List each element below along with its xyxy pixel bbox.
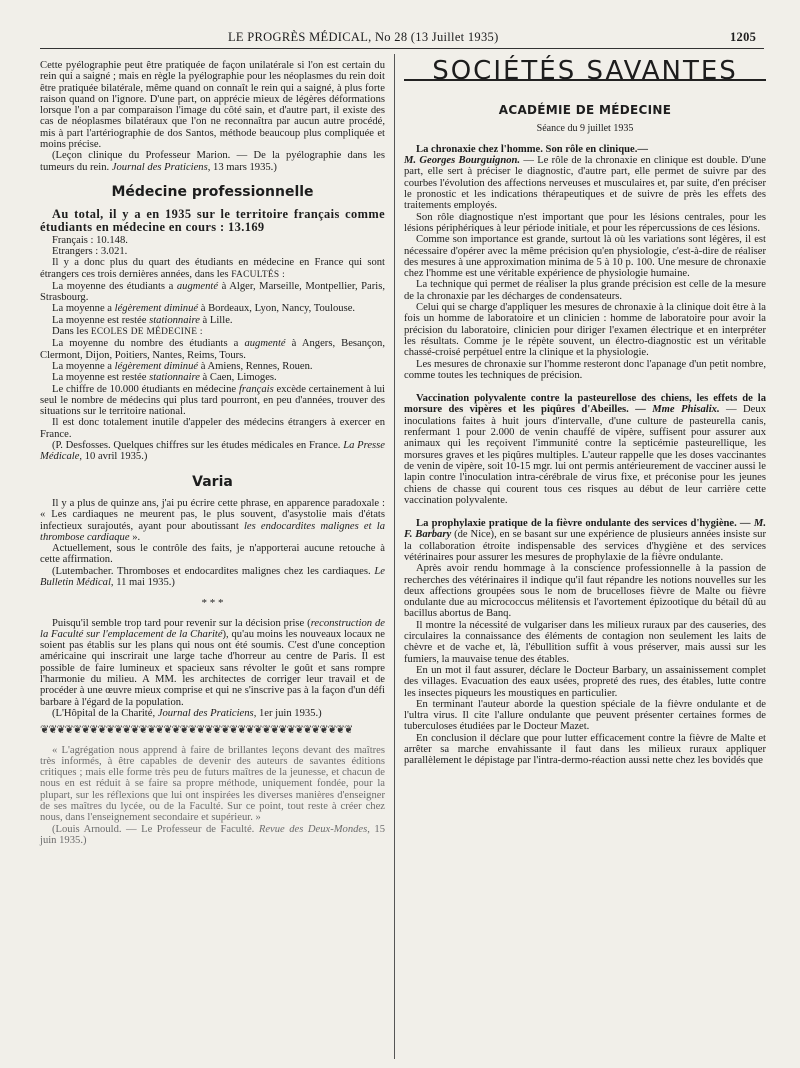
paragraph: Dans les ECOLES DE MÉDECINE : bbox=[52, 326, 203, 338]
paragraph: Actuellement, sous le contrôle des faits, je n'apporterai aucune retouche à cette affirmation. bbox=[40, 543, 385, 566]
section-title-varia: Varia bbox=[192, 473, 233, 490]
paragraph: La moyenne a légèrement diminué à Amiens, Rennes, Rouen. bbox=[52, 360, 313, 372]
article-chronaxie: La chronaxie chez l'homme. Son rôle en clinique.— M. Georges Bourguignon. — Le rôle de la chronaxie en clinique est double. D'une part, elle sert à préciser le diagnostic, d'autre part, elle permet de suivre par des courbes l'évolution des affections nerveuses et musculaires et, par suite, d'en préciser le pronostic et les indications thérapeutiques et de suivre de près les effets des traitements employés. bbox=[404, 143, 766, 212]
stat-francais: Français : 10.148. bbox=[52, 234, 128, 246]
paragraph: La technique qui permet de réaliser la plus grande précision est celle de la mesure de la chronaxie par les décharges de condensateurs. bbox=[404, 279, 766, 302]
ornamental-rule: ❦❦❦❦❦❦❦❦❦❦❦❦❦❦❦❦❦❦❦❦❦❦❦❦❦❦❦❦❦❦❦❦❦❦❦❦❦❦ bbox=[40, 725, 353, 737]
paragraph: La moyenne des étudiants a augmenté à Alger, Marseille, Montpellier, Paris, Strasbourg. bbox=[40, 280, 385, 304]
paragraph: Après avoir rendu hommage à la conscience professionnelle à la passion de recherches des vétérinaires il indique qu'il faut répandre les notions nouvelles sur les deux affections groupées sous le nom de brucelloses fièvre de Malte ou fièvre ondulante due au micrococcus mélitensis et l'avortement épizootique du bétail dû au bacillus abortus de Banq. bbox=[404, 563, 766, 620]
paragraph: Les mesures de chronaxie sur l'homme resteront donc l'apanage d'un petit nombre, comme toutes les techniques de précision. bbox=[404, 358, 766, 381]
paragraph: Le chiffre de 10.000 étudiants en médecine français excède certainement à lui seul le nombre de médecins qui plus tard pourront, en peu d'années, trouver des situations sur le territoire national. bbox=[40, 383, 385, 418]
academy-heading: ACADÉMIE DE MÉDECINE bbox=[498, 103, 672, 118]
paragraph: La moyenne est restée stationnaire à Lille. bbox=[52, 314, 233, 326]
column-divider bbox=[394, 54, 395, 1059]
paragraph: Puisqu'il semble trop tard pour revenir sur la décision prise (reconstruction de la Faculté sur l'emplacement de la Charité), qu'au moins les nouveaux locaux ne soient pas établis sur les plans qui nous ont été soumis. C'est d'une conception américaine qui inscrirait une large tache d'horreur au centre de Paris. Il est possible de faire lumineux et spacieux sans révolter le goût et sans rompre l'harmonie du milieu. A MM. les architectes de corriger leur travail et de procéder à une œuvre mieux comprise et qui ne s'inscrive pas à la façon d'un défi barbare à l'égard de la population. bbox=[40, 617, 385, 708]
running-title: LE PROGRÈS MÉDICAL, No 28 (13 Juillet 1935) bbox=[228, 30, 499, 44]
quotation: « L'agrégation nous apprend à faire de brillantes leçons devant des maîtres très informés, à être capables de devenir des auteurs de savantes éditions critiques ; mais elle forme très peu de futurs maîtres de la jeunesse, et chacun de nous en est réduit à se faire sa propre méthode, uniquement fondée, pour la plupart, sur les réflexions que lui ont inspirées les diverses manières d'enseigner de ses maîtres du lycée, ou de la Faculté. Sur ce point, tout reste à créer chez nous, dans l'enseignement secondaire et supérieur. » bbox=[40, 744, 385, 824]
right-column bbox=[404, 56, 766, 767]
stat-etrangers: Etrangers : 3.021. bbox=[52, 245, 128, 257]
article-fievre-ondulante: La prophylaxie pratique de la fièvre ondulante des services d'hygiène. — M. F. Barbary (de Nice), en se basant sur une expérience de plusieurs années insiste sur la collaboration étroite indispensable des services d'hygiène et des services vétérinaires pour assurer les mesures de prophylaxie de la fièvre ondulante. bbox=[404, 518, 766, 563]
paragraph: Cette pyélographie peut être pratiquée de façon unilatérale si l'on est certain du rein qui a saigné ; mais en règle la pyélographie pour les néoplasmes du rein doit être pratiquée bilatérale, même quand on connaît le rein qui a saigné, à plus forte raison quand on l'ignore. D'une part, on apprécie mieux de légères déformations lorsque l'on a par comparaison l'image du côté sain, et d'autre part, il existe des cas de néoplasmes bilatéraux que l'on ne reconnaîtra par aucun autre procédé, mis à part l'artériographie de dos Santos, méthode beaucoup plus compliquée et moins précise. bbox=[40, 60, 385, 151]
article-vaccination: Vaccination polyvalente contre la pasteurellose des chiens, les effets de la morsure des vipères et les piqûres d'Abeilles. — Mme Phisalix. — Deux inoculations faites à huit jours d'intervalle, d'une culture de pasteurella canis, renfermant 1 pour 2.000 de venin chauffé de vipère, suffisent pour assurer aux animaux qui les reçoivent l'immunité contre la septicémie pasteurellique, les morsures graves et les piqûres multiples. L'auteur rappelle que les doses vaccinantes de venin de vipère, soit 10-15 mgr. lui ont permis antérieurement de vacciner aussi le lapin contre l'inoculation intra-cérébrale de virus fixe, et préconise pour les jeunes chiens de chasse qui courent tous ces risques au début de leur carrière cette vaccination polyvalente. bbox=[404, 393, 766, 506]
paragraph: La moyenne a légèrement diminué à Bordeaux, Lyon, Nancy, Toulouse. bbox=[52, 303, 356, 315]
header-rule bbox=[40, 48, 764, 49]
citation: (Leçon clinique du Professeur Marion. — De la pyélographie dans les tumeurs du rein. Journal des Praticiens, 13 mars 1935.) bbox=[40, 150, 385, 173]
paragraph: La moyenne du nombre des étudiants a augmenté à Angers, Besançon, Clermont, Dijon, Poitiers, Nantes, Reims, Tours. bbox=[40, 338, 385, 361]
citation: (Louis Arnould. — Le Professeur de Faculté. Revue des Deux-Mondes, 15 juin 1935.) bbox=[40, 823, 386, 846]
paragraph: En conclusion il déclare que pour lutter efficacement contre la fièvre de Malte et arrêter sa marche envahissante il faut dans les milieux ruraux appliquer parallèlement le dépistage par l'intra-dermo-réaction aussi nette chez les bovidés que bbox=[404, 732, 766, 767]
paragraph: Celui qui se charge d'appliquer les mesures de chronaxie à la clinique doit être à la fois un homme de laboratoire et un clinicien : homme de laboratoire pour avoir la précision du laboratoire, clinicien pour diriger l'examen électrique et en interpréter les résultats. Comme je le répète souvent, un électro-diagnostic est un véritable chassé-croisé perpétuel entre la clinique et la physiologie. bbox=[404, 302, 766, 359]
paragraph: Son rôle diagnostique n'est important que pour les lésions centrales, pour les lésions périphériques à leur période initiale, et pour les répercussions de ces lésions. bbox=[404, 211, 766, 234]
running-header bbox=[0, 30, 800, 50]
citation: (L'Hôpital de la Charité, Journal des Praticiens, 1er juin 1935.) bbox=[52, 707, 322, 719]
paragraph: Comme son importance est grande, surtout là où les variations sont légères, il est nécessaire d'opérer avec la même précision qu'en physiologie, c'est-à-dire de réaliser des mesures à une approximation minima de 5 à 10 p. 100. Une mesure de chronaxie chez l'homme est une véritable expérience de physiologie humaine. bbox=[404, 234, 766, 280]
section-title-medecine-professionnelle: Médecine professionnelle bbox=[111, 183, 314, 200]
section-banner: SOCIÉTÉS SAVANTES bbox=[432, 56, 738, 86]
citation: (P. Desfosses. Quelques chiffres sur les études médicales en France. La Presse Médicale, 10 avril 1935.) bbox=[40, 440, 386, 463]
paragraph: La moyenne est restée stationnaire à Caen, Limoges. bbox=[52, 372, 277, 384]
paragraph: Il est donc totalement inutile d'appeler des médecins étrangers à exercer en France. bbox=[40, 417, 385, 440]
lead-statement: Au total, il y a en 1935 sur le territoire français comme étudiants en médecine en cours : 13.169 bbox=[40, 207, 385, 235]
asterism: * * * bbox=[201, 597, 224, 610]
page-number: 1205 bbox=[730, 30, 757, 44]
paragraph: Il y a plus de quinze ans, j'ai pu écrire cette phrase, en apparence paradoxale : « Les cardiaques ne meurent pas, le plus souvent, d'asystolie mais d'états infectieux surajoutés, ayant pour aboutissant les endocardites malignes et la thrombose cardiaque ». bbox=[40, 497, 385, 543]
session-date: Séance du 9 juillet 1935 bbox=[536, 122, 634, 134]
left-column bbox=[40, 60, 385, 846]
paragraph: Il montre la nécessité de vulgariser dans les milieux ruraux par des causeries, des circulaires la connaissance des éléments de contagion non seulement les laits de chèvre et de vache et, là, l'ébullition suffit à vous préserver, mais aussi sur les fumiers, la mauvaise tenue des étables. bbox=[404, 619, 766, 665]
citation: (Lutembacher. Thromboses et endocardites malignes chez les cardiaques. Le Bulletin Médical, 11 mai 1935.) bbox=[40, 565, 385, 588]
paragraph: En terminant l'auteur aborde la question spéciale de la fièvre ondulante et de l'ultra virus. Il cite l'allure ondulante que peuvent présenter certaines formes de tuberculoses étudiées par le Docteur Mazet. bbox=[404, 698, 766, 733]
paragraph: En un mot il faut assurer, déclare le Docteur Barbary, un assainissement complet des villages. Evacuation des eaux usées, propreté des rues, des étables, lutte contre les insectes piqueurs les moustiques en particulier. bbox=[404, 664, 766, 699]
paragraph: Il y a donc plus du quart des étudiants en médecine en France qui sont étrangers ces trois dernières années, dans les FACULTÉS : bbox=[40, 257, 385, 280]
